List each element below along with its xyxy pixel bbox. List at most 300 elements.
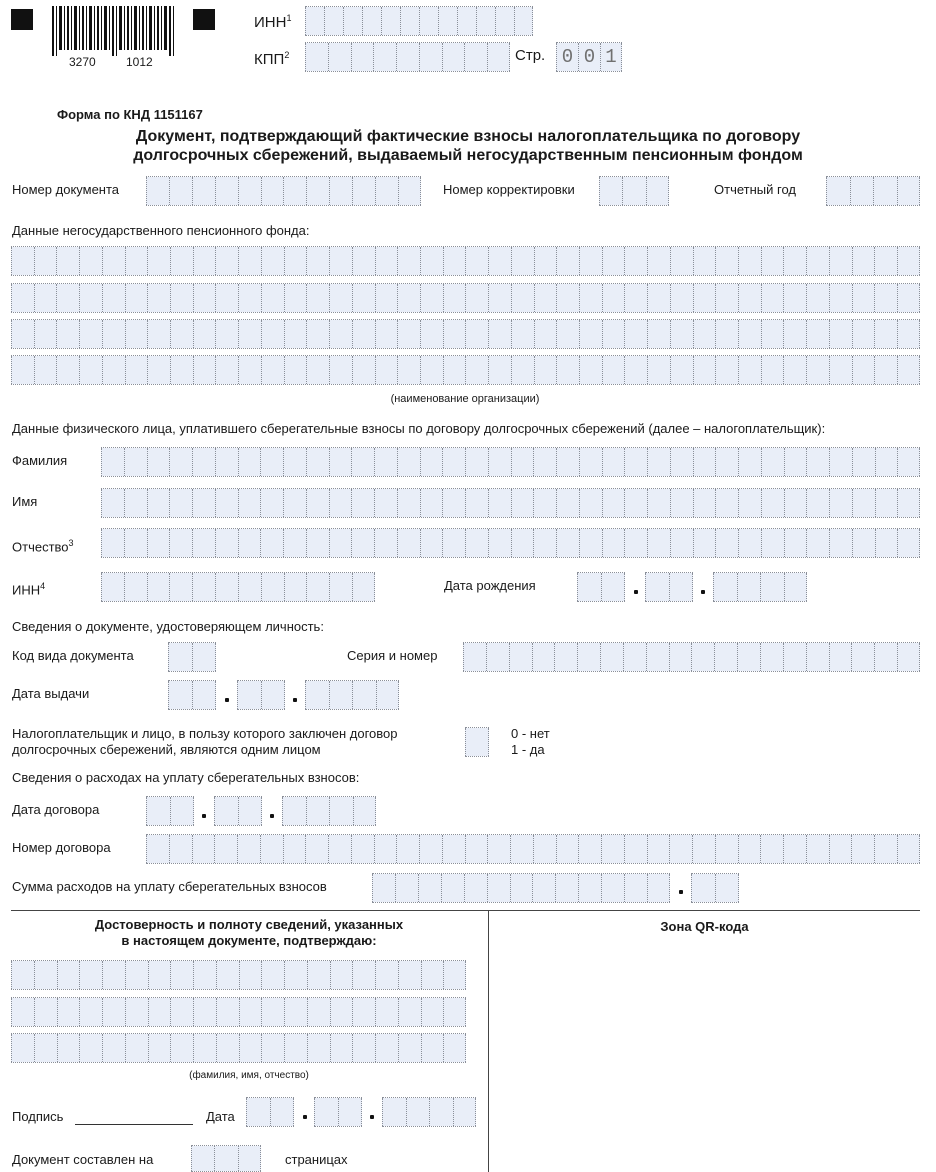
input-cell[interactable] [238, 247, 261, 275]
npf-name-line2[interactable] [11, 283, 920, 313]
input-cell[interactable] [419, 43, 442, 71]
input-cell[interactable] [284, 1034, 307, 1062]
input-cell[interactable] [693, 356, 716, 384]
input-cell[interactable] [715, 284, 738, 312]
input-cell[interactable] [599, 177, 622, 205]
input-cell[interactable] [11, 284, 34, 312]
input-cell[interactable] [329, 177, 352, 205]
surname-field[interactable] [101, 447, 920, 477]
input-cell[interactable] [624, 284, 647, 312]
input-cell[interactable] [693, 247, 716, 275]
input-cell[interactable] [352, 998, 375, 1026]
input-cell[interactable] [647, 448, 670, 476]
input-cell[interactable] [261, 177, 284, 205]
input-cell[interactable] [398, 961, 421, 989]
input-cell[interactable] [261, 1034, 284, 1062]
contract-day-field[interactable] [146, 796, 194, 826]
input-cell[interactable] [602, 356, 625, 384]
input-cell[interactable] [352, 177, 375, 205]
input-cell[interactable] [261, 998, 284, 1026]
signature-line[interactable] [75, 1124, 193, 1125]
input-cell[interactable] [238, 529, 261, 557]
input-cell[interactable] [214, 835, 237, 863]
input-cell[interactable] [215, 284, 238, 312]
input-cell[interactable] [146, 177, 169, 205]
input-cell[interactable] [215, 529, 238, 557]
signer-fio-line1[interactable] [11, 960, 466, 990]
input-cell[interactable] [556, 529, 579, 557]
input-cell[interactable] [693, 320, 716, 348]
input-cell[interactable] [418, 874, 441, 902]
input-cell[interactable] [214, 1146, 237, 1171]
input-cell[interactable] [124, 573, 147, 601]
input-cell[interactable] [170, 247, 193, 275]
input-cell[interactable] [670, 448, 693, 476]
input-cell[interactable] [329, 529, 352, 557]
input-cell[interactable] [420, 529, 443, 557]
input-cell[interactable] [624, 448, 647, 476]
input-cell[interactable] [351, 529, 374, 557]
input-cell[interactable] [713, 573, 737, 601]
input-cell[interactable] [897, 284, 920, 312]
input-cell[interactable] [101, 573, 124, 601]
input-cell[interactable] [761, 448, 784, 476]
input-cell[interactable] [215, 489, 238, 517]
input-cell[interactable] [509, 643, 532, 671]
input-cell[interactable] [330, 961, 353, 989]
input-cell[interactable] [284, 356, 307, 384]
input-cell[interactable] [102, 356, 125, 384]
input-cell[interactable] [352, 961, 375, 989]
input-cell[interactable] [237, 681, 261, 709]
input-cell[interactable] [670, 284, 693, 312]
input-cell[interactable] [284, 247, 307, 275]
input-cell[interactable] [761, 247, 784, 275]
input-cell[interactable] [852, 247, 875, 275]
input-cell[interactable] [556, 448, 579, 476]
input-cell[interactable] [398, 1034, 421, 1062]
input-cell[interactable] [260, 835, 283, 863]
input-cell[interactable] [693, 448, 716, 476]
input-cell[interactable] [148, 1034, 171, 1062]
input-cell[interactable] [11, 998, 34, 1026]
input-cell[interactable] [216, 961, 239, 989]
input-cell[interactable] [421, 1034, 444, 1062]
input-cell[interactable] [511, 448, 534, 476]
input-cell[interactable] [715, 835, 738, 863]
input-cell[interactable] [464, 874, 487, 902]
input-cell[interactable] [79, 284, 102, 312]
input-cell[interactable] [624, 874, 647, 902]
input-cell[interactable] [647, 247, 670, 275]
input-cell[interactable] [534, 247, 557, 275]
sign-year-field[interactable] [382, 1097, 476, 1127]
input-cell[interactable] [578, 874, 601, 902]
name-field[interactable] [101, 488, 920, 518]
signer-fio-line2[interactable] [11, 997, 466, 1027]
input-cell[interactable] [192, 835, 215, 863]
input-cell[interactable] [577, 643, 600, 671]
input-cell[interactable] [169, 448, 192, 476]
input-cell[interactable] [328, 43, 351, 71]
input-cell[interactable] [307, 961, 330, 989]
input-cell[interactable] [101, 529, 124, 557]
input-cell[interactable] [875, 448, 898, 476]
input-cell[interactable] [239, 961, 262, 989]
input-cell[interactable] [534, 356, 557, 384]
input-cell[interactable] [169, 529, 192, 557]
input-cell[interactable] [330, 1034, 353, 1062]
input-cell[interactable] [624, 320, 647, 348]
input-cell[interactable] [443, 998, 466, 1026]
input-cell[interactable] [465, 835, 488, 863]
sign-month-field[interactable] [314, 1097, 362, 1127]
input-cell[interactable] [307, 998, 330, 1026]
input-cell[interactable] [738, 529, 761, 557]
input-cell[interactable] [761, 320, 784, 348]
input-cell[interactable] [396, 43, 419, 71]
input-cell[interactable] [283, 835, 306, 863]
input-cell[interactable] [897, 320, 920, 348]
input-cell[interactable] [897, 529, 920, 557]
input-cell[interactable] [897, 448, 920, 476]
issue-month-field[interactable] [237, 680, 285, 710]
input-cell[interactable] [57, 961, 80, 989]
input-cell[interactable] [806, 247, 829, 275]
input-cell[interactable] [738, 356, 761, 384]
input-cell[interactable] [829, 835, 852, 863]
input-cell[interactable] [806, 489, 829, 517]
input-cell[interactable] [534, 284, 557, 312]
input-cell[interactable] [464, 43, 487, 71]
input-cell[interactable] [352, 247, 375, 275]
doc-type-code-field[interactable] [168, 642, 216, 672]
input-cell[interactable] [396, 835, 419, 863]
input-cell[interactable] [534, 320, 557, 348]
input-cell[interactable] [670, 489, 693, 517]
input-cell[interactable] [34, 356, 57, 384]
input-cell[interactable] [784, 448, 807, 476]
input-cell[interactable] [238, 284, 261, 312]
input-cell[interactable] [421, 961, 444, 989]
input-cell[interactable] [420, 489, 443, 517]
input-cell[interactable] [305, 43, 328, 71]
input-cell[interactable] [874, 643, 897, 671]
input-cell[interactable] [102, 961, 125, 989]
input-cell[interactable] [169, 573, 192, 601]
input-cell[interactable] [646, 177, 669, 205]
input-cell[interactable] [261, 284, 284, 312]
input-cell[interactable] [192, 681, 216, 709]
input-cell[interactable] [192, 177, 215, 205]
input-cell[interactable] [438, 7, 457, 35]
input-cell[interactable] [579, 448, 602, 476]
input-cell[interactable] [457, 7, 476, 35]
input-cell[interactable] [148, 998, 171, 1026]
input-cell[interactable] [329, 320, 352, 348]
input-cell[interactable] [852, 284, 875, 312]
input-cell[interactable] [101, 448, 124, 476]
input-cell[interactable] [897, 489, 920, 517]
input-cell[interactable] [125, 356, 148, 384]
input-cell[interactable] [329, 681, 353, 709]
input-cell[interactable] [239, 1034, 262, 1062]
input-cell[interactable] [214, 797, 238, 825]
input-cell[interactable] [577, 573, 601, 601]
input-cell[interactable] [34, 320, 57, 348]
input-cell[interactable] [124, 448, 147, 476]
input-cell[interactable] [874, 247, 897, 275]
input-cell[interactable] [170, 284, 193, 312]
input-cell[interactable] [420, 247, 443, 275]
input-cell[interactable] [125, 284, 148, 312]
input-cell[interactable] [624, 247, 647, 275]
input-cell[interactable] [246, 1098, 270, 1126]
input-cell[interactable] [168, 643, 192, 671]
input-cell[interactable] [874, 284, 897, 312]
input-cell[interactable] [514, 7, 533, 35]
input-cell[interactable] [488, 320, 511, 348]
input-cell[interactable] [305, 835, 328, 863]
input-cell[interactable] [328, 835, 351, 863]
input-cell[interactable] [579, 320, 602, 348]
input-cell[interactable] [556, 489, 579, 517]
input-cell[interactable] [533, 448, 556, 476]
input-cell[interactable] [578, 835, 601, 863]
input-cell[interactable] [192, 489, 215, 517]
input-cell[interactable] [476, 7, 495, 35]
input-cell[interactable] [170, 961, 193, 989]
input-cell[interactable] [465, 356, 488, 384]
input-cell[interactable] [602, 284, 625, 312]
input-cell[interactable] [897, 835, 920, 863]
input-cell[interactable] [329, 489, 352, 517]
input-cell[interactable] [34, 961, 57, 989]
input-cell[interactable] [306, 247, 329, 275]
input-cell[interactable] [374, 489, 397, 517]
input-cell[interactable] [600, 643, 623, 671]
input-cell[interactable] [282, 797, 306, 825]
input-cell[interactable] [11, 961, 34, 989]
input-cell[interactable] [465, 728, 489, 756]
input-cell[interactable] [79, 998, 102, 1026]
input-cell[interactable] [261, 320, 284, 348]
input-cell[interactable] [495, 7, 514, 35]
input-cell[interactable] [125, 247, 148, 275]
input-cell[interactable] [238, 320, 261, 348]
input-cell[interactable] [216, 998, 239, 1026]
input-cell[interactable] [555, 874, 578, 902]
input-cell[interactable] [56, 247, 79, 275]
input-cell[interactable] [420, 284, 443, 312]
input-cell[interactable] [169, 835, 192, 863]
input-cell[interactable] [125, 998, 148, 1026]
input-cell[interactable] [429, 1098, 453, 1126]
amount-kopecks-field[interactable] [691, 873, 739, 903]
input-cell[interactable] [238, 1146, 261, 1171]
input-cell[interactable] [324, 7, 343, 35]
input-cell[interactable] [715, 320, 738, 348]
input-cell[interactable] [351, 489, 374, 517]
input-cell[interactable] [57, 1034, 80, 1062]
input-cell[interactable] [874, 835, 897, 863]
input-cell[interactable] [693, 489, 716, 517]
input-cell[interactable] [102, 320, 125, 348]
input-cell[interactable] [465, 247, 488, 275]
input-cell[interactable] [806, 356, 829, 384]
input-cell[interactable] [693, 529, 716, 557]
input-cell[interactable] [783, 356, 806, 384]
input-cell[interactable] [715, 874, 739, 902]
input-cell[interactable] [352, 1034, 375, 1062]
input-cell[interactable] [306, 573, 329, 601]
input-cell[interactable] [601, 874, 624, 902]
input-cell[interactable] [124, 489, 147, 517]
input-cell[interactable] [398, 177, 421, 205]
input-cell[interactable] [306, 529, 329, 557]
input-cell[interactable] [443, 320, 466, 348]
input-cell[interactable] [647, 874, 670, 902]
input-cell[interactable] [375, 177, 398, 205]
npf-name-line3[interactable] [11, 319, 920, 349]
input-cell[interactable] [125, 1034, 148, 1062]
input-cell[interactable] [761, 529, 784, 557]
same-person-field[interactable] [465, 727, 489, 757]
input-cell[interactable] [488, 284, 511, 312]
input-cell[interactable] [406, 1098, 430, 1126]
input-cell[interactable] [806, 835, 829, 863]
input-cell[interactable] [215, 320, 238, 348]
input-cell[interactable] [238, 356, 261, 384]
input-cell[interactable] [624, 529, 647, 557]
input-cell[interactable] [79, 356, 102, 384]
npf-name-line4[interactable] [11, 355, 920, 385]
input-cell[interactable] [806, 529, 829, 557]
input-cell[interactable] [829, 489, 852, 517]
input-cell[interactable] [419, 835, 442, 863]
input-cell[interactable] [897, 643, 920, 671]
input-cell[interactable] [193, 284, 216, 312]
input-cell[interactable] [352, 681, 376, 709]
input-cell[interactable] [238, 448, 261, 476]
input-cell[interactable] [602, 320, 625, 348]
input-cell[interactable] [352, 320, 375, 348]
input-cell[interactable] [850, 177, 874, 205]
input-cell[interactable] [170, 797, 194, 825]
input-cell[interactable] [420, 448, 443, 476]
input-cell[interactable] [602, 448, 625, 476]
input-cell[interactable] [441, 874, 464, 902]
input-cell[interactable] [400, 7, 419, 35]
input-cell[interactable] [453, 1098, 477, 1126]
input-cell[interactable] [284, 284, 307, 312]
input-cell[interactable] [238, 797, 262, 825]
input-cell[interactable] [193, 320, 216, 348]
input-cell[interactable] [170, 356, 193, 384]
input-cell[interactable] [352, 356, 375, 384]
input-cell[interactable] [125, 961, 148, 989]
input-cell[interactable] [783, 643, 806, 671]
input-cell[interactable] [261, 961, 284, 989]
input-cell[interactable] [79, 320, 102, 348]
report-year-field[interactable] [826, 176, 920, 206]
input-cell[interactable] [670, 247, 693, 275]
input-cell[interactable] [169, 177, 192, 205]
input-cell[interactable] [783, 835, 806, 863]
input-cell[interactable] [147, 448, 170, 476]
input-cell[interactable] [784, 489, 807, 517]
input-cell[interactable] [443, 247, 466, 275]
input-cell[interactable] [260, 489, 283, 517]
input-cell[interactable] [284, 320, 307, 348]
input-cell[interactable] [34, 998, 57, 1026]
input-cell[interactable] [34, 284, 57, 312]
input-cell[interactable] [829, 247, 852, 275]
input-cell[interactable] [146, 797, 170, 825]
input-cell[interactable] [487, 874, 510, 902]
input-cell[interactable] [691, 643, 714, 671]
input-cell[interactable] [851, 643, 874, 671]
input-cell[interactable] [875, 489, 898, 517]
birth-year-field[interactable] [713, 572, 807, 602]
input-cell[interactable] [624, 489, 647, 517]
input-cell[interactable] [372, 874, 395, 902]
input-cell[interactable] [579, 247, 602, 275]
input-cell[interactable] [147, 356, 170, 384]
input-cell[interactable] [784, 573, 808, 601]
input-cell[interactable] [442, 529, 465, 557]
input-cell[interactable] [486, 643, 509, 671]
input-cell[interactable] [329, 797, 353, 825]
input-cell[interactable] [645, 573, 669, 601]
input-cell[interactable] [670, 529, 693, 557]
input-cell[interactable] [147, 529, 170, 557]
input-cell[interactable] [11, 356, 34, 384]
input-cell[interactable] [511, 489, 534, 517]
input-cell[interactable] [169, 489, 192, 517]
input-cell[interactable] [874, 356, 897, 384]
input-cell[interactable] [670, 356, 693, 384]
input-cell[interactable] [307, 1034, 330, 1062]
input-cell[interactable] [465, 284, 488, 312]
input-cell[interactable] [691, 874, 715, 902]
input-cell[interactable] [487, 43, 510, 71]
input-cell[interactable] [554, 643, 577, 671]
input-cell[interactable] [238, 489, 261, 517]
input-cell[interactable] [826, 177, 850, 205]
input-cell[interactable] [351, 448, 374, 476]
input-cell[interactable] [873, 177, 897, 205]
input-cell[interactable] [669, 643, 692, 671]
input-cell[interactable] [669, 573, 693, 601]
signer-fio-line3[interactable] [11, 1033, 466, 1063]
input-cell[interactable] [238, 573, 261, 601]
input-cell[interactable] [852, 529, 875, 557]
input-cell[interactable] [737, 573, 761, 601]
input-cell[interactable] [511, 284, 534, 312]
input-cell[interactable] [465, 529, 488, 557]
input-cell[interactable] [738, 320, 761, 348]
input-cell[interactable] [806, 643, 829, 671]
input-cell[interactable] [330, 998, 353, 1026]
input-cell[interactable] [829, 284, 852, 312]
input-cell[interactable] [79, 961, 102, 989]
input-cell[interactable] [79, 247, 102, 275]
input-cell[interactable] [147, 489, 170, 517]
input-cell[interactable] [375, 961, 398, 989]
input-cell[interactable] [374, 835, 397, 863]
input-cell[interactable] [56, 284, 79, 312]
